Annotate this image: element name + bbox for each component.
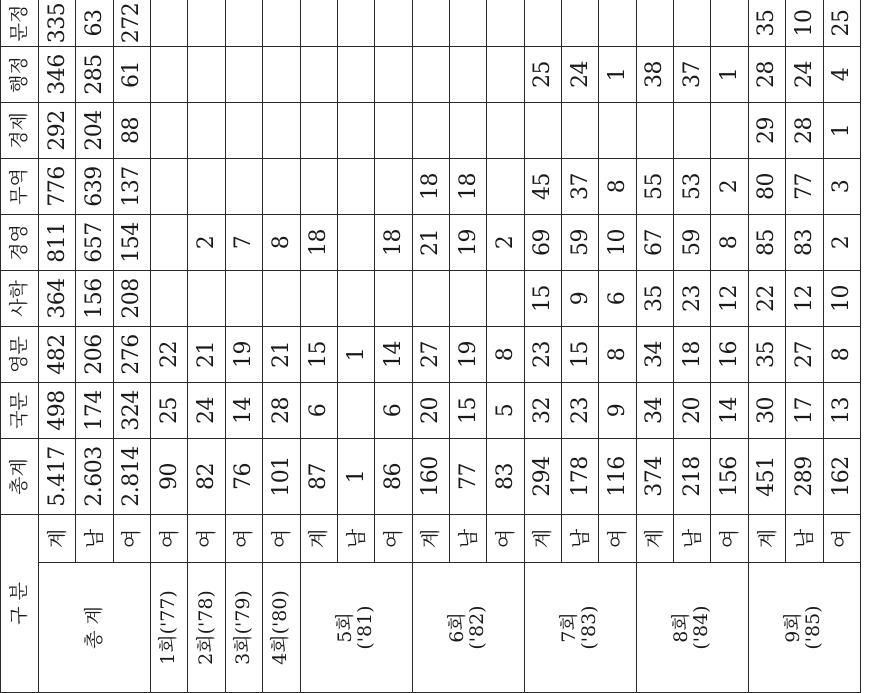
- session-label-text: 1회('77): [157, 590, 180, 665]
- value-cell: 137: [113, 159, 150, 215]
- value-cell: [562, 0, 599, 47]
- value-cell: 63: [76, 0, 113, 47]
- column-header: 무역: [1, 159, 39, 215]
- value-cell: [263, 0, 300, 47]
- value-cell: 80: [748, 159, 785, 215]
- table-row: [636, 0, 673, 693]
- value-cell: [188, 47, 225, 103]
- value-cell: [449, 47, 486, 103]
- value-cell: 12: [786, 271, 823, 327]
- value-cell: 374: [636, 439, 673, 515]
- value-cell: 335: [39, 0, 76, 47]
- value-cell: [300, 0, 337, 47]
- value-cell: 1: [823, 103, 860, 159]
- value-cell: [225, 159, 262, 215]
- value-cell: 206: [76, 327, 113, 383]
- value-cell: 8: [599, 327, 636, 383]
- value-cell: 21: [188, 327, 225, 383]
- gender-cell: 남: [76, 515, 113, 563]
- value-cell: 289: [786, 439, 823, 515]
- session-label: [300, 563, 412, 693]
- value-cell: [337, 159, 374, 215]
- session-label: [412, 563, 524, 693]
- column-header: 영문: [1, 327, 39, 383]
- value-cell: 85: [748, 215, 785, 271]
- value-cell: [636, 0, 673, 47]
- value-cell: 9: [562, 271, 599, 327]
- value-cell: 77: [449, 439, 486, 515]
- value-cell: 37: [562, 159, 599, 215]
- gender-cell: 여: [375, 515, 412, 563]
- session-label: [748, 563, 860, 693]
- gender-cell: 여: [599, 515, 636, 563]
- value-cell: 6: [300, 383, 337, 439]
- gender-cell: 계: [39, 515, 76, 563]
- value-cell: 2.603: [76, 439, 113, 515]
- value-cell: [151, 271, 188, 327]
- value-cell: 67: [636, 215, 673, 271]
- gender-cell: 남: [449, 515, 486, 563]
- table-row: [412, 0, 449, 693]
- value-cell: [225, 0, 262, 47]
- value-cell: 18: [674, 327, 711, 383]
- value-cell: [674, 0, 711, 47]
- value-cell: [337, 215, 374, 271]
- value-cell: 2: [487, 215, 524, 271]
- value-cell: [188, 0, 225, 47]
- value-cell: [337, 383, 374, 439]
- value-cell: 7: [225, 215, 262, 271]
- value-cell: [225, 103, 262, 159]
- value-cell: 20: [412, 383, 449, 439]
- table-row: [188, 0, 225, 693]
- value-cell: 24: [562, 47, 599, 103]
- value-cell: 23: [562, 383, 599, 439]
- value-cell: 364: [39, 271, 76, 327]
- value-cell: [337, 0, 374, 47]
- value-cell: 55: [636, 159, 673, 215]
- value-cell: 9: [599, 383, 636, 439]
- value-cell: [711, 0, 748, 47]
- session-label: [225, 563, 262, 693]
- value-cell: 22: [151, 327, 188, 383]
- value-cell: 5: [487, 383, 524, 439]
- value-cell: [375, 103, 412, 159]
- value-cell: [524, 0, 561, 47]
- value-cell: 28: [786, 103, 823, 159]
- value-cell: [151, 215, 188, 271]
- value-cell: [300, 47, 337, 103]
- session-label: [636, 563, 748, 693]
- value-cell: 15: [449, 383, 486, 439]
- value-cell: 324: [113, 383, 150, 439]
- value-cell: 4: [823, 47, 860, 103]
- session-label-line: ('81): [354, 605, 377, 650]
- value-cell: [375, 159, 412, 215]
- value-cell: 162: [823, 439, 860, 515]
- gender-cell: 계: [748, 515, 785, 563]
- value-cell: [449, 0, 486, 47]
- gender-cell: 남: [786, 515, 823, 563]
- value-cell: [263, 271, 300, 327]
- value-cell: 19: [449, 215, 486, 271]
- session-label: [39, 563, 151, 693]
- value-cell: 25: [151, 383, 188, 439]
- value-cell: 15: [300, 327, 337, 383]
- session-label-line: ('85): [802, 605, 825, 650]
- value-cell: [151, 103, 188, 159]
- table-row: [39, 0, 76, 693]
- column-header: 행정: [1, 47, 39, 103]
- gender-cell: 계: [524, 515, 561, 563]
- column-header: 경제: [1, 103, 39, 159]
- value-cell: 18: [412, 159, 449, 215]
- value-cell: [188, 271, 225, 327]
- value-cell: 2: [711, 159, 748, 215]
- value-cell: 14: [225, 383, 262, 439]
- value-cell: 25: [823, 0, 860, 47]
- value-cell: 37: [674, 47, 711, 103]
- value-cell: [263, 159, 300, 215]
- value-cell: 45: [524, 159, 561, 215]
- value-cell: [300, 103, 337, 159]
- session-label-text: 2회('78): [194, 590, 217, 665]
- session-label: [524, 563, 636, 693]
- value-cell: [188, 159, 225, 215]
- value-cell: 2.814: [113, 439, 150, 515]
- value-cell: 76: [225, 439, 262, 515]
- value-cell: 15: [562, 327, 599, 383]
- value-cell: [599, 0, 636, 47]
- session-label-line: 5회: [334, 612, 357, 643]
- value-cell: [151, 47, 188, 103]
- table-row: [748, 0, 785, 693]
- value-cell: 19: [449, 327, 486, 383]
- value-cell: 59: [562, 215, 599, 271]
- gender-cell: 남: [337, 515, 374, 563]
- value-cell: [225, 271, 262, 327]
- value-cell: 3: [823, 159, 860, 215]
- value-cell: 25: [524, 47, 561, 103]
- value-cell: 156: [711, 439, 748, 515]
- value-cell: [487, 103, 524, 159]
- value-cell: 21: [412, 215, 449, 271]
- table-row: [524, 0, 561, 693]
- session-label-line: 6회: [446, 612, 469, 643]
- value-cell: 35: [748, 0, 785, 47]
- value-cell: 482: [39, 327, 76, 383]
- value-cell: 292: [39, 103, 76, 159]
- value-cell: [263, 103, 300, 159]
- value-cell: [412, 271, 449, 327]
- value-cell: 18: [375, 215, 412, 271]
- value-cell: 294: [524, 439, 561, 515]
- value-cell: 116: [599, 439, 636, 515]
- column-header: 문정: [1, 0, 39, 47]
- gender-cell: 계: [300, 515, 337, 563]
- value-cell: [487, 271, 524, 327]
- value-cell: 811: [39, 215, 76, 271]
- value-cell: 34: [636, 383, 673, 439]
- gender-cell: 여: [225, 515, 262, 563]
- gender-cell: 남: [562, 515, 599, 563]
- value-cell: 101: [263, 439, 300, 515]
- value-cell: 34: [636, 327, 673, 383]
- value-cell: 83: [786, 215, 823, 271]
- value-cell: [711, 103, 748, 159]
- value-cell: 83: [487, 439, 524, 515]
- value-cell: 15: [524, 271, 561, 327]
- value-cell: 27: [786, 327, 823, 383]
- value-cell: 87: [300, 439, 337, 515]
- value-cell: [524, 103, 561, 159]
- session-label-line: 8회: [670, 612, 693, 643]
- value-cell: 69: [524, 215, 561, 271]
- value-cell: 6: [375, 383, 412, 439]
- value-cell: 8: [599, 159, 636, 215]
- gender-cell: 남: [674, 515, 711, 563]
- value-cell: 154: [113, 215, 150, 271]
- table-row: [225, 0, 262, 693]
- value-cell: 24: [188, 383, 225, 439]
- value-cell: 28: [748, 47, 785, 103]
- value-cell: 285: [76, 47, 113, 103]
- category-header: 구 분: [1, 515, 39, 693]
- column-header: 총계: [1, 439, 39, 515]
- gender-cell: 여: [823, 515, 860, 563]
- value-cell: 218: [674, 439, 711, 515]
- value-cell: 17: [786, 383, 823, 439]
- value-cell: [225, 47, 262, 103]
- value-cell: 30: [748, 383, 785, 439]
- session-label-text: 총 계: [82, 606, 105, 649]
- table-body: [1, 0, 861, 693]
- value-cell: [337, 271, 374, 327]
- value-cell: [487, 0, 524, 47]
- value-cell: 346: [39, 47, 76, 103]
- value-cell: 23: [674, 271, 711, 327]
- value-cell: 35: [748, 327, 785, 383]
- value-cell: [487, 47, 524, 103]
- value-cell: 53: [674, 159, 711, 215]
- value-cell: 13: [823, 383, 860, 439]
- value-cell: 16: [711, 327, 748, 383]
- value-cell: [412, 0, 449, 47]
- value-cell: 22: [748, 271, 785, 327]
- value-cell: 14: [375, 327, 412, 383]
- session-label-line: ('84): [690, 605, 713, 650]
- value-cell: 90: [151, 439, 188, 515]
- gender-cell: 여: [711, 515, 748, 563]
- value-cell: 174: [76, 383, 113, 439]
- value-cell: [337, 47, 374, 103]
- value-cell: 1: [599, 47, 636, 103]
- value-cell: 178: [562, 439, 599, 515]
- value-cell: [562, 103, 599, 159]
- value-cell: 35: [636, 271, 673, 327]
- value-cell: 272: [113, 0, 150, 47]
- value-cell: 8: [263, 215, 300, 271]
- table-row: [151, 0, 188, 693]
- value-cell: 61: [113, 47, 150, 103]
- value-cell: [263, 47, 300, 103]
- value-cell: 2: [188, 215, 225, 271]
- value-cell: [487, 159, 524, 215]
- table-row: [263, 0, 300, 693]
- gender-cell: 여: [113, 515, 150, 563]
- value-cell: [599, 103, 636, 159]
- value-cell: [375, 0, 412, 47]
- value-cell: 8: [487, 327, 524, 383]
- value-cell: 451: [748, 439, 785, 515]
- value-cell: 18: [300, 215, 337, 271]
- gender-cell: 계: [412, 515, 449, 563]
- value-cell: 59: [674, 215, 711, 271]
- value-cell: 10: [599, 215, 636, 271]
- value-cell: 77: [786, 159, 823, 215]
- value-cell: 32: [524, 383, 561, 439]
- value-cell: 10: [786, 0, 823, 47]
- value-cell: [412, 47, 449, 103]
- header-row: [1, 0, 39, 693]
- value-cell: 1: [337, 327, 374, 383]
- column-header: 국문: [1, 383, 39, 439]
- value-cell: 8: [823, 327, 860, 383]
- value-cell: [300, 271, 337, 327]
- session-label-line: 9회: [782, 612, 805, 643]
- value-cell: 24: [786, 47, 823, 103]
- value-cell: 156: [76, 271, 113, 327]
- value-cell: [636, 103, 673, 159]
- value-cell: [151, 159, 188, 215]
- value-cell: 204: [76, 103, 113, 159]
- value-cell: [449, 103, 486, 159]
- value-cell: 208: [113, 271, 150, 327]
- value-cell: 160: [412, 439, 449, 515]
- value-cell: [412, 103, 449, 159]
- value-cell: 6: [599, 271, 636, 327]
- session-label-line: ('83): [578, 605, 601, 650]
- value-cell: 28: [263, 383, 300, 439]
- value-cell: 82: [188, 439, 225, 515]
- gender-cell: 여: [487, 515, 524, 563]
- value-cell: 19: [225, 327, 262, 383]
- session-label-text: 4회('80): [269, 590, 292, 665]
- value-cell: 1: [337, 439, 374, 515]
- value-cell: 23: [524, 327, 561, 383]
- column-header: 경영: [1, 215, 39, 271]
- session-label-text: 3회('79): [232, 590, 254, 665]
- value-cell: [449, 271, 486, 327]
- value-cell: 657: [76, 215, 113, 271]
- gender-cell: 계: [636, 515, 673, 563]
- value-cell: 498: [39, 383, 76, 439]
- value-cell: 5.417: [39, 439, 76, 515]
- session-label-line: 7회: [558, 612, 581, 643]
- column-header: 사학: [1, 271, 39, 327]
- value-cell: [674, 103, 711, 159]
- session-label: [263, 563, 300, 693]
- gender-cell: 여: [263, 515, 300, 563]
- value-cell: 38: [636, 47, 673, 103]
- value-cell: 18: [449, 159, 486, 215]
- value-cell: [151, 0, 188, 47]
- session-label-line: ('82): [466, 605, 489, 650]
- value-cell: 20: [674, 383, 711, 439]
- value-cell: 639: [76, 159, 113, 215]
- value-cell: 14: [711, 383, 748, 439]
- value-cell: [375, 271, 412, 327]
- session-label: [151, 563, 188, 693]
- value-cell: [300, 159, 337, 215]
- table-row: [300, 0, 337, 693]
- value-cell: 776: [39, 159, 76, 215]
- value-cell: [337, 103, 374, 159]
- session-label: [188, 563, 225, 693]
- value-cell: 8: [711, 215, 748, 271]
- value-cell: [188, 103, 225, 159]
- gender-cell: 여: [151, 515, 188, 563]
- value-cell: 1: [711, 47, 748, 103]
- value-cell: [375, 47, 412, 103]
- gender-cell: 여: [188, 515, 225, 563]
- value-cell: 21: [263, 327, 300, 383]
- value-cell: 276: [113, 327, 150, 383]
- value-cell: 27: [412, 327, 449, 383]
- value-cell: 2: [823, 215, 860, 271]
- value-cell: 29: [748, 103, 785, 159]
- value-cell: 88: [113, 103, 150, 159]
- value-cell: 86: [375, 439, 412, 515]
- value-cell: 12: [711, 271, 748, 327]
- value-cell: 10: [823, 271, 860, 327]
